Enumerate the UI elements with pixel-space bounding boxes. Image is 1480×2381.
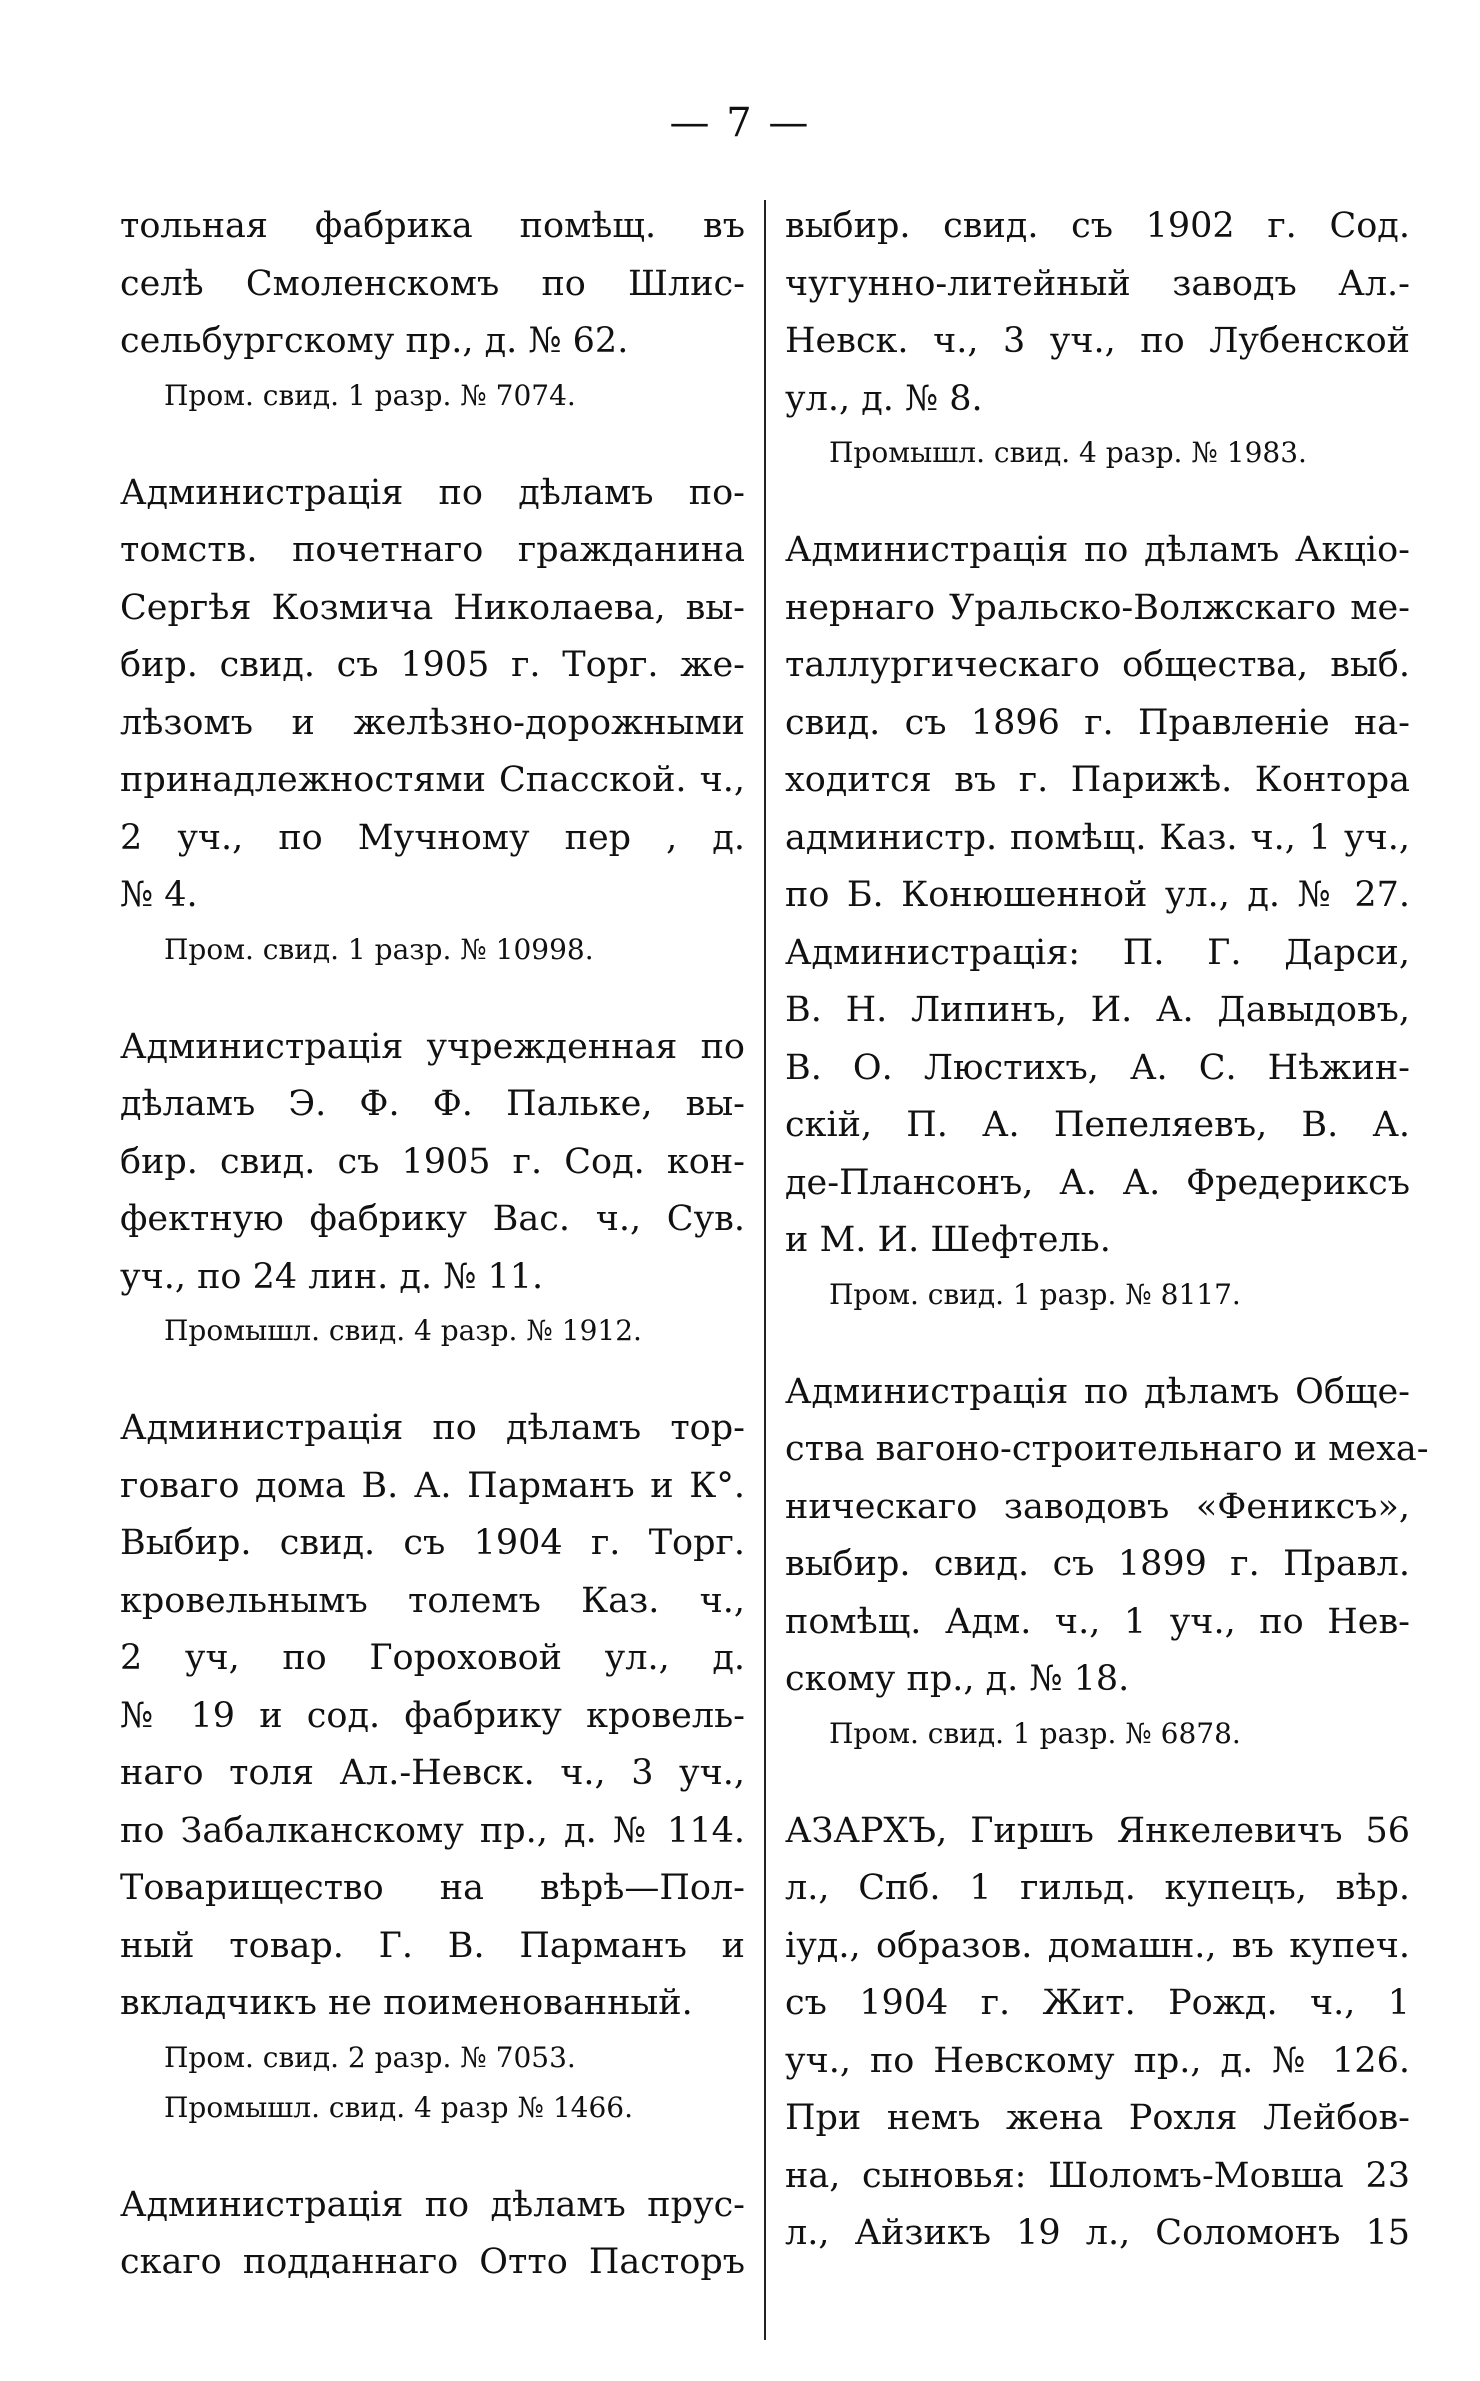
text-line: уч., по 24 лин. д. № 11. bbox=[120, 1256, 544, 1297]
text-line: наго толя Ал.-Невск. ч., 3 уч., bbox=[120, 1753, 745, 1793]
text-line: бир. свид. съ 1905 г. Сод. кон- bbox=[120, 1141, 745, 1182]
text-line: администр. помѣщ. Каз. ч., 1 уч., bbox=[785, 817, 1410, 858]
text-line: по Забалканскому пр., д. № 114. bbox=[120, 1810, 745, 1851]
text-line: выбир. свид. съ 1899 г. Правл. bbox=[785, 1544, 1410, 1584]
text-line: ный товар. Г. В. Парманъ и bbox=[120, 1925, 745, 1966]
text-line: таллургическаго общества, выб. bbox=[785, 645, 1410, 685]
entry bbox=[120, 198, 745, 421]
text-line: № 4. bbox=[120, 875, 198, 915]
text-line: л., Спб. 1 гильд. купецъ, вѣр. bbox=[785, 1868, 1410, 1908]
text-line: При немъ жена Рохля Лейбов- bbox=[785, 2098, 1410, 2138]
license-note: Промышл. свид. 4 разр. № 1912. bbox=[164, 1314, 642, 1347]
text-line: В. О. Люстихъ, А. С. Нѣжин- bbox=[785, 1047, 1410, 1088]
text-line: В. Н. Липинъ, И. А. Давыдовъ, bbox=[785, 990, 1410, 1030]
text-line: Невск. ч., 3 уч., по Лубенской bbox=[785, 321, 1410, 361]
text-line: Администрація: П. Г. Дарси, bbox=[785, 932, 1410, 973]
text-line: 2 уч, по Гороховой ул., д. bbox=[120, 1638, 745, 1678]
text-line: АЗАРХЪ, Гиршъ Янкелевичъ 56 bbox=[785, 1810, 1410, 1851]
text-line: де-Плансонъ, А. А. Фредериксъ bbox=[785, 1162, 1410, 1203]
text-line: помѣщ. Адм. ч., 1 уч., по Нев- bbox=[785, 1601, 1410, 1642]
right-column bbox=[785, 198, 1429, 2263]
text-line: выбир. свид. съ 1902 г. Сод. bbox=[785, 206, 1410, 246]
text-line: 2 уч., по Мучному пер , д. bbox=[120, 817, 745, 858]
text-line: лѣзомъ и желѣзно-дорожными bbox=[120, 702, 745, 743]
entry bbox=[785, 522, 1410, 1320]
text-line: Администрація по дѣламъ Акціо- bbox=[785, 530, 1410, 570]
entry bbox=[120, 1400, 745, 2133]
text-line: іуд., образов. домашн., въ купеч. bbox=[785, 1925, 1410, 1966]
text-line: говаго дома В. А. Парманъ и К°. bbox=[120, 1465, 745, 1506]
text-line: Выбир. свид. съ 1904 г. Торг. bbox=[120, 1523, 745, 1563]
text-line: Администрація по дѣламъ Обще- bbox=[785, 1371, 1410, 1412]
license-note: Пром. свид. 1 разр. № 8117. bbox=[829, 1277, 1241, 1311]
text-line: тольная фабрика помѣщ. въ bbox=[120, 206, 745, 246]
text-line: дѣламъ Э. Ф. Ф. Пальке, вы- bbox=[120, 1084, 745, 1124]
text-line: чугунно-литейный заводъ Ал.- bbox=[785, 263, 1410, 304]
entry bbox=[785, 1364, 1429, 1759]
text-line: Администрація учрежденная по bbox=[120, 1026, 745, 1067]
text-line: ства вагоно-строительнаго и меха- bbox=[785, 1429, 1429, 1469]
text-line: вкладчикъ не поименованный. bbox=[120, 1983, 693, 2023]
text-line: Товарищество на вѣрѣ—Пол- bbox=[120, 1868, 745, 1908]
text-line: скому пр., д. № 18. bbox=[785, 1659, 1130, 1699]
text-line: № 19 и сод. фабрику кровель- bbox=[120, 1695, 745, 1736]
license-note: Пром. свид. 2 разр. № 7053. bbox=[164, 2040, 576, 2074]
license-note: Пром. свид. 1 разр. № 10998. bbox=[164, 932, 594, 966]
text-line: селѣ Смоленскомъ по Шлис- bbox=[120, 263, 745, 304]
text-line: кровельнымъ толемъ Каз. ч., bbox=[120, 1580, 745, 1621]
text-line: на, сыновья: Шоломъ-Мовша 23 bbox=[785, 2155, 1410, 2196]
text-line: уч., по Невскому пр., д. № 126. bbox=[785, 2040, 1410, 2081]
text-line: нернаго Уральско-Волжскаго ме- bbox=[785, 587, 1410, 628]
text-line: бир. свид. съ 1905 г. Торг. же- bbox=[120, 645, 745, 685]
page-number: — 7 — bbox=[669, 100, 811, 146]
text-line: скій, П. А. Пепеляевъ, В. А. bbox=[785, 1105, 1410, 1145]
text-line: ул., д. № 8. bbox=[785, 378, 983, 419]
text-line: Администрація по дѣламъ прус- bbox=[120, 2184, 745, 2225]
license-note: Промышл. свид. 4 разр № 1466. bbox=[164, 2090, 634, 2124]
entry bbox=[120, 465, 745, 975]
license-note: Пром. свид. 1 разр. № 7074. bbox=[164, 378, 576, 412]
text-line: Администрація по дѣламъ тор- bbox=[120, 1408, 745, 1448]
text-line: свид. съ 1896 г. Правленіе на- bbox=[785, 702, 1410, 743]
license-note: Промышл. свид. 4 разр. № 1983. bbox=[829, 436, 1307, 469]
text-line: по Б. Конюшенной ул., д. № 27. bbox=[785, 875, 1410, 915]
text-line: л., Айзикъ 19 л., Соломонъ 15 bbox=[785, 2213, 1410, 2253]
text-line: Администрація по дѣламъ по- bbox=[120, 472, 745, 513]
text-line: Сергѣя Козмича Николаева, вы- bbox=[120, 587, 745, 628]
license-note: Пром. свид. 1 разр. № 6878. bbox=[829, 1716, 1241, 1750]
entry bbox=[785, 198, 1410, 478]
text-line: ходится въ г. Парижѣ. Контора bbox=[785, 760, 1410, 800]
text-line: съ 1904 г. Жит. Рожд. ч., 1 bbox=[785, 1983, 1410, 2023]
text-line: томств. почетнаго гражданина bbox=[120, 530, 745, 570]
entry bbox=[120, 2177, 745, 2292]
left-column bbox=[120, 198, 745, 2292]
text-line: сельбургскому пр., д. № 62. bbox=[120, 321, 629, 361]
text-line: скаго подданнаго Отто Пасторъ bbox=[120, 2242, 745, 2282]
text-line: и М. И. Шефтель. bbox=[785, 1220, 1111, 1260]
entry bbox=[120, 1019, 745, 1357]
column-divider bbox=[764, 200, 766, 2340]
text-line: фектную фабрику Вас. ч., Сув. bbox=[120, 1199, 745, 1239]
entry bbox=[785, 1803, 1410, 2263]
text-line: принадлежностями Спасской. ч., bbox=[120, 760, 745, 800]
text-line: ническаго заводовъ «Фениксъ», bbox=[785, 1486, 1410, 1527]
